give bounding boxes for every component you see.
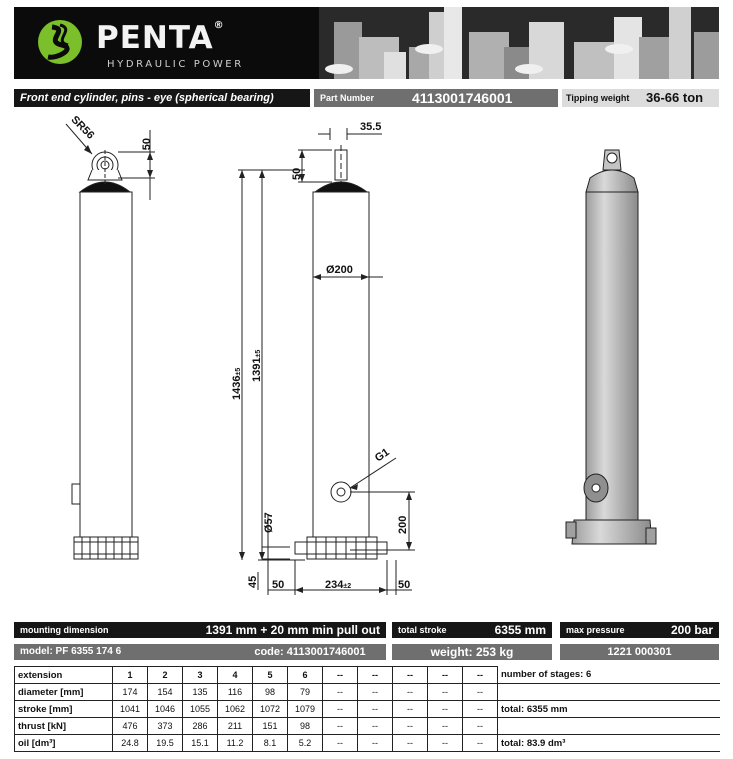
table-cell: 15.1 [183, 735, 218, 752]
pin-right-label: 50 [398, 579, 411, 591]
eye-height-mid-label: 50 [291, 167, 303, 180]
mounting-value: 1391 mm + 20 mm min pull out [205, 623, 380, 637]
table-cell: -- [428, 735, 463, 752]
max-pressure-label: max pressure [566, 625, 625, 635]
table-cell: 5.2 [288, 735, 323, 752]
port-height-label: 200 [397, 515, 409, 534]
table-cell: 19.5 [148, 735, 183, 752]
table-cell: 211 [218, 718, 253, 735]
row-label: thrust [kN] [15, 718, 113, 735]
code-field: code: 4113001746001 [234, 644, 386, 660]
total-stroke-label: total stroke [398, 625, 447, 635]
bottom-offset-label: 45 [247, 575, 259, 588]
row-label: extension [15, 667, 113, 684]
length-closed-label: 1391±5 [251, 349, 263, 382]
table-cell: -- [428, 684, 463, 701]
mounting-dimension-row [14, 622, 386, 638]
table-cell: 116 [218, 684, 253, 701]
model-field: model: PF 6355 174 6 [14, 644, 234, 660]
registered-mark: ® [213, 20, 225, 31]
table-cell: 79 [288, 684, 323, 701]
port-label: G1 [372, 446, 392, 465]
table-cell: 24.8 [113, 735, 148, 752]
table-cell: 174 [113, 684, 148, 701]
length-total-label: 1436±5 [231, 367, 243, 400]
table-row [15, 667, 720, 684]
table-row [15, 735, 720, 752]
table-cell: -- [428, 667, 463, 684]
part-number-value: 4113001746001 [408, 89, 558, 107]
table-row [15, 718, 720, 735]
table-row [15, 684, 720, 701]
table-cell: -- [463, 718, 498, 735]
stage-spec-table [14, 666, 720, 752]
table-row [15, 701, 720, 718]
table-cell: 3 [183, 667, 218, 684]
max-pressure-value: 200 bar [670, 623, 713, 637]
weight-field: weight: 253 kg [392, 644, 552, 660]
table-cell: 1 [113, 667, 148, 684]
pin-width-label: 35.5 [360, 121, 382, 133]
table-cell: -- [323, 735, 358, 752]
table-cell: -- [463, 667, 498, 684]
table-cell: -- [393, 684, 428, 701]
row-note: total: 83.9 dm³ [498, 735, 720, 752]
row-note [498, 718, 720, 735]
table-cell: -- [358, 684, 393, 701]
product-title: Front end cylinder, pins - eye (spherical bearing) [14, 89, 310, 107]
table-cell: 1072 [253, 701, 288, 718]
table-cell: 98 [253, 684, 288, 701]
table-cell: 11.2 [218, 735, 253, 752]
cylinder-photo-strip [319, 7, 719, 79]
penta-logo-icon [38, 20, 82, 64]
brand-tagline: HYDRAULIC POWER [107, 59, 244, 70]
table-cell: -- [393, 735, 428, 752]
diameter-label: Ø200 [326, 264, 353, 276]
table-cell: 6 [288, 667, 323, 684]
pin-left-label: 50 [272, 579, 285, 591]
reference-number-field: 1221 000301 [560, 644, 719, 660]
table-cell: -- [463, 735, 498, 752]
table-cell: 1046 [148, 701, 183, 718]
table-cell: 5 [253, 667, 288, 684]
base-width-label: 234±2 [325, 579, 352, 591]
brand-name: PENTA® [96, 20, 225, 56]
side-view-drawing [66, 124, 155, 559]
table-cell: -- [358, 701, 393, 718]
radius-label: SR56 [68, 113, 97, 142]
table-cell: 154 [148, 684, 183, 701]
mounting-label: mounting dimension [20, 625, 109, 635]
max-pressure-row [560, 622, 719, 638]
table-cell: -- [393, 718, 428, 735]
row-label: diameter [mm] [15, 684, 113, 701]
table-cell: 2 [148, 667, 183, 684]
table-cell: 135 [183, 684, 218, 701]
table-cell: -- [358, 718, 393, 735]
table-cell: 8.1 [253, 735, 288, 752]
row-note: number of stages: 6 [498, 667, 720, 684]
table-cell: -- [428, 701, 463, 718]
table-cell: 1079 [288, 701, 323, 718]
table-cell: -- [393, 667, 428, 684]
table-cell: -- [323, 684, 358, 701]
row-label: stroke [mm] [15, 701, 113, 718]
part-number-label: Part Number [314, 89, 408, 107]
table-cell: -- [428, 718, 463, 735]
table-cell: -- [323, 718, 358, 735]
table-cell: -- [358, 735, 393, 752]
cylinder-3d-render [566, 150, 656, 544]
table-cell: 1062 [218, 701, 253, 718]
total-stroke-row [392, 622, 552, 638]
table-cell: 1055 [183, 701, 218, 718]
pin-diameter-label: Ø57 [263, 512, 275, 533]
table-cell: -- [463, 684, 498, 701]
table-cell: 98 [288, 718, 323, 735]
table-cell: 151 [253, 718, 288, 735]
table-cell: -- [323, 667, 358, 684]
row-note: total: 6355 mm [498, 701, 720, 718]
title-bar [14, 89, 719, 107]
tipping-weight-value: 36-66 ton [642, 89, 719, 107]
total-stroke-value: 6355 mm [494, 623, 546, 637]
technical-drawing [0, 110, 733, 610]
header-banner [14, 7, 719, 79]
table-cell: -- [358, 667, 393, 684]
row-note [498, 684, 720, 701]
table-cell: 373 [148, 718, 183, 735]
table-cell: 476 [113, 718, 148, 735]
spec-table-body [15, 667, 720, 752]
eye-height-left-label: 50 [141, 138, 153, 151]
table-cell: -- [463, 701, 498, 718]
table-cell: 1041 [113, 701, 148, 718]
row-label: oil [dm³] [15, 735, 113, 752]
table-cell: -- [393, 701, 428, 718]
table-cell: -- [323, 701, 358, 718]
table-cell: 286 [183, 718, 218, 735]
tipping-weight-label: Tipping weight [562, 89, 642, 107]
table-cell: 4 [218, 667, 253, 684]
